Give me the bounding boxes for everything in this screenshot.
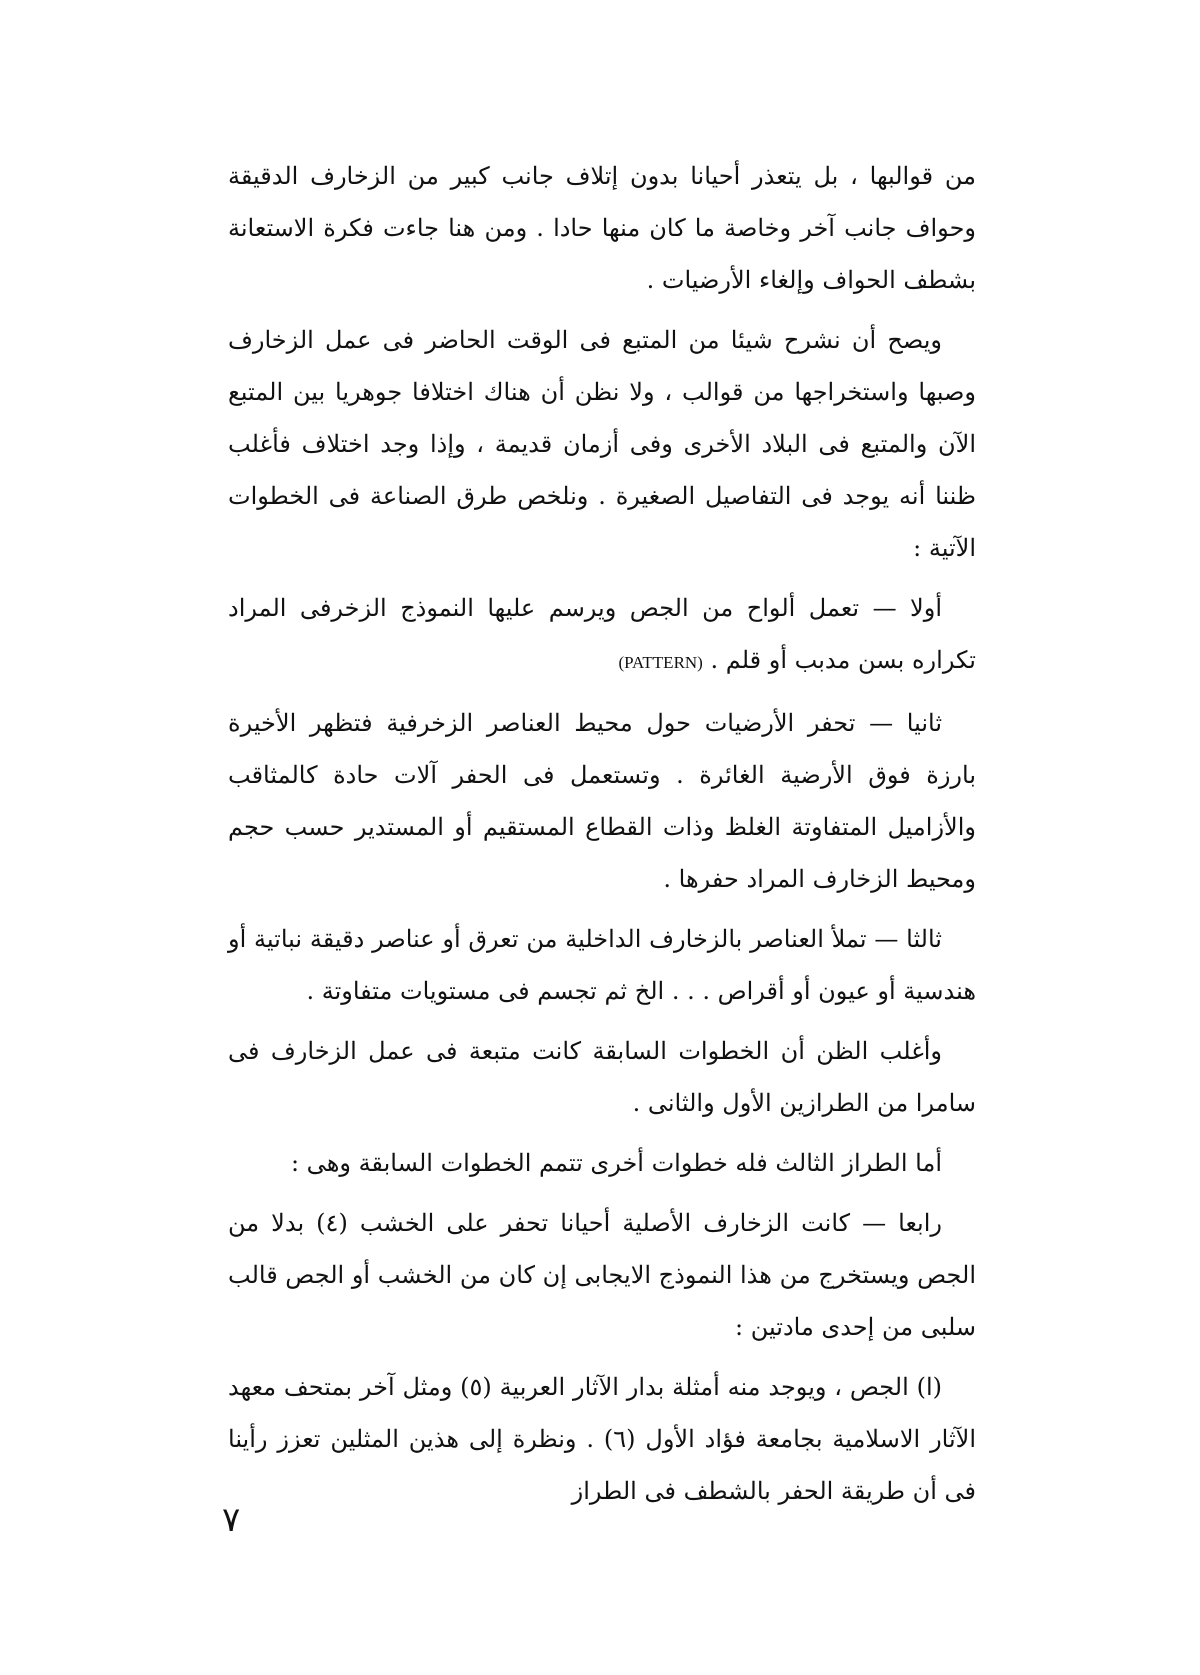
- sub-item-label: (ا): [916, 1373, 943, 1401]
- paragraph-5: ثالثا — تملأ العناصر بالزخارف الداخلية من تعرق أو عناصر دقيقة نباتية أو هندسية أو عيون أو أقراص . . . الخ ثم تجسم فى مستويات متفاوتة .: [228, 925, 976, 1005]
- paragraph-1: من قوالبها ، بل يتعذر أحيانا بدون إتلاف جانب كبير من الزخارف الدقيقة وحواف جانب آخر وخاصة ما كان منها حادا . ومن هنا جاءت فكرة الاستعانة بشطف الحواف وإلغاء الأرضيات .: [228, 162, 976, 294]
- paragraph-2: ويصح أن نشرح شيئا من المتبع فى الوقت الحاضر فى عمل الزخارف وصبها واستخراجها من قوالب ، ولا نظن أن هناك اختلافا جوهريا بين المتبع الآن والمتبع فى البلاد الأخرى وفى أزمان قديمة ، وإذا وجد اختلاف فأغلب ظننا أنه يوجد فى التفاصيل الصغيرة . ونلخص طرق الصناعة فى الخطوات الآتية :: [228, 326, 976, 562]
- paragraph-3-text: أولا — تعمل ألواح من الجص ويرسم عليها النموذج الزخرفى المراد تكراره بسن مدبب أو قلم .: [228, 594, 976, 674]
- body-text: [228, 150, 976, 1525]
- pattern-term: (PATTERN): [618, 653, 703, 672]
- paragraph-4: ثانيا — تحفر الأرضيات حول محيط العناصر الزخرفية فتظهر الأخيرة بارزة فوق الأرضية الغائرة . وتستعمل فى الحفر آلات حادة كالمثاقب والأزاميل المتفاوتة الغلظ وذات القطاع المستقيم أو المستدير حسب حجم ومحيط الزخارف المراد حفرها .: [228, 709, 976, 893]
- sub-item-text: الجص ، ويوجد منه أمثلة بدار الآثار العربية (٥) ومثل آخر بمتحف معهد الآثار الاسلامية بجامعة فؤاد الأول (٦) . ونظرة إلى هذين المثلين تعزز رأينا فى أن طريقة الحفر بالشطف فى الطراز: [228, 1373, 977, 1505]
- page-number: ٧: [222, 1500, 241, 1540]
- paragraph-3: [228, 582, 976, 689]
- paragraph-8: رابعا — كانت الزخارف الأصلية أحيانا تحفر على الخشب (٤) بدلا من الجص ويستخرج من هذا النموذج الايجابى إن كان من الخشب أو الجص قالب سلبى من إحدى مادتين :: [228, 1209, 976, 1341]
- paragraph-7: أما الطراز الثالث فله خطوات أخرى تتمم الخطوات السابقة وهى :: [290, 1149, 942, 1177]
- paragraph-6: وأغلب الظن أن الخطوات السابقة كانت متبعة فى عمل الزخارف فى سامرا من الطرازين الأول والثانى .: [228, 1037, 976, 1117]
- paragraph-9: [228, 1361, 976, 1517]
